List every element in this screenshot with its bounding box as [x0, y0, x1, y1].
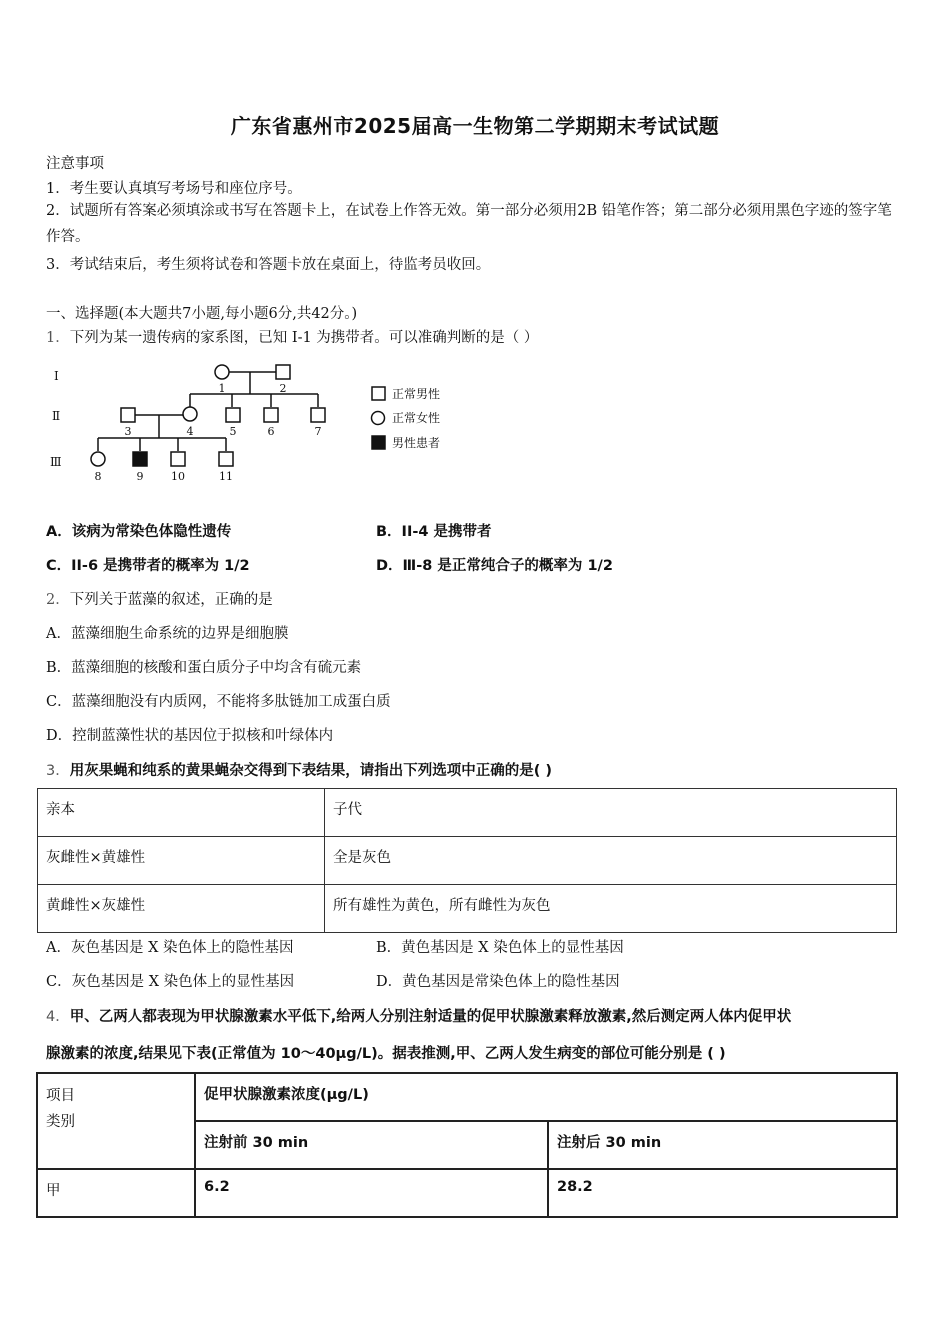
corner-top: 项目 [46, 1088, 75, 1104]
generation-label-3: Ⅲ [50, 455, 62, 469]
pedigree-label-10: 10 [171, 470, 185, 483]
pedigree-chart [46, 358, 466, 488]
q2-option-a-text: A．蓝藻细胞生命系统的边界是细胞膜 [46, 626, 289, 642]
pedigree-male-3 [121, 408, 135, 422]
pedigree-label-2: 2 [279, 382, 287, 395]
table-cell: 全是灰色 [325, 837, 897, 885]
legend-affected-male-icon [372, 436, 385, 449]
table-cell: 所有雄性为黄色，所有雌性为灰色 [325, 885, 897, 933]
table-cell: 6.2 [195, 1169, 548, 1217]
q1-option-d[interactable]: D．Ⅲ-8 是正常纯合子的概率为 1/2 [376, 558, 613, 574]
pedigree-label-6: 6 [267, 425, 275, 438]
notice-heading: 注意事项 [46, 156, 104, 172]
table-row [38, 885, 897, 933]
question-4-line-2: 腺激素的浓度,结果见下表(正常值为 10～40μg/L)。据表推测,甲、乙两人发生病变的部位可能分别是 ( ) [46, 1046, 726, 1062]
q2-option-b[interactable] [46, 656, 361, 677]
question-stem: 甲、乙两人都表现为甲状腺激素水平低下,给两人分别注射适量的促甲状腺激素释放激素,然后测定两人体内促甲状 [69, 1009, 792, 1025]
question-1 [46, 326, 538, 347]
q2-option-d[interactable] [46, 724, 333, 745]
question-number: 1． [46, 330, 70, 346]
pedigree-male-7 [311, 408, 325, 422]
table-header-row [37, 1073, 897, 1121]
question-number: 3． [46, 763, 70, 779]
table-header-row [38, 789, 897, 837]
pedigree-label-7: 7 [314, 425, 322, 438]
pedigree-male-10 [171, 452, 185, 466]
table-subheader-cell: 注射后 30 min [548, 1121, 897, 1169]
table-cell: 灰雌性×黄雄性 [38, 837, 325, 885]
pedigree-male-5 [226, 408, 240, 422]
pedigree-male-6 [264, 408, 278, 422]
pedigree-label-8: 8 [94, 470, 102, 483]
q2-option-d-text: D．控制蓝藻性状的基因位于拟核和叶绿体内 [46, 728, 334, 744]
pedigree-label-1: 1 [218, 382, 226, 395]
table-cell: 甲 [37, 1169, 195, 1217]
hormone-table [36, 1072, 898, 1218]
pedigree-label-5: 5 [229, 425, 237, 438]
q3-option-c-text: C．灰色基因是 X 染色体上的显性基因 [46, 974, 295, 990]
table-row [37, 1169, 897, 1217]
table-cell: 黄雌性×灰雄性 [38, 885, 325, 933]
table-header-cell: 促甲状腺激素浓度(μg/L) [195, 1073, 897, 1121]
q1-option-a[interactable]: A．该病为常染色体隐性遗传 [46, 524, 232, 540]
question-number: 4． [46, 1009, 70, 1025]
notice-item-1: 1．考生要认真填写考场号和座位序号。 [46, 181, 302, 197]
question-2 [46, 588, 273, 609]
generation-label-2: Ⅱ [52, 409, 61, 423]
pedigree-female-4 [183, 407, 197, 421]
page-title: 广东省惠州市2025届高一生物第二学期期末考试试题 [230, 114, 720, 138]
pedigree-female-1 [215, 365, 229, 379]
q3-option-a[interactable] [46, 936, 294, 957]
pedigree-affected-male-9 [133, 452, 147, 466]
q3-option-b[interactable] [376, 936, 624, 957]
pedigree-label-4: 4 [186, 425, 194, 438]
table-corner-cell [37, 1073, 195, 1169]
pedigree-label-11: 11 [219, 470, 233, 483]
q1-option-c[interactable]: C．II-6 是携带者的概率为 1/2 [46, 558, 250, 574]
pedigree-male-11 [219, 452, 233, 466]
notice-item-2: 2．试题所有答案必须填涂或书写在答题卡上，在试卷上作答无效。第一部分必须用2B 铅笔作答；第二部分必须用黑色字迹的签字笔作答。 [46, 203, 892, 245]
pedigree-female-8 [91, 452, 105, 466]
q2-option-b-text: B．蓝藻细胞的核酸和蛋白质分子中均含有硫元素 [46, 660, 362, 676]
legend-affected-male: 男性患者 [392, 436, 441, 450]
question-4-line-1 [46, 1005, 791, 1026]
question-3 [46, 759, 552, 780]
table-subheader-cell: 注射前 30 min [195, 1121, 548, 1169]
legend-normal-male: 正常男性 [392, 387, 441, 401]
q2-option-c[interactable] [46, 690, 391, 711]
generation-label-1: Ⅰ [54, 369, 59, 383]
question-stem: 用灰果蝇和纯系的黄果蝇杂交得到下表结果，请指出下列选项中正确的是( ) [69, 763, 553, 779]
q3-option-d-text: D．黄色基因是常染色体上的隐性基因 [376, 974, 620, 990]
q3-option-d[interactable] [376, 970, 620, 991]
cross-result-table [37, 788, 897, 933]
table-header-cell: 子代 [325, 789, 897, 837]
notice-item-3: 3．考试结束后，考生须将试卷和答题卡放在桌面上，待监考员收回。 [46, 257, 491, 273]
legend-male-icon [372, 387, 385, 400]
table-cell: 28.2 [548, 1169, 897, 1217]
table-row [38, 837, 897, 885]
legend-female-icon [372, 412, 385, 425]
q3-option-a-text: A．灰色基因是 X 染色体上的隐性基因 [46, 940, 294, 956]
legend-normal-female: 正常女性 [392, 411, 441, 425]
question-number: 2． [46, 592, 70, 608]
corner-bottom: 类别 [46, 1114, 75, 1130]
q1-option-b[interactable]: B．II-4 是携带者 [376, 524, 492, 540]
pedigree-male-2 [276, 365, 290, 379]
q2-option-a[interactable] [46, 622, 288, 643]
question-stem: 下列关于蓝藻的叙述，正确的是 [69, 592, 273, 608]
section-heading: 一、选择题(本大题共7小题,每小题6分,共42分。) [46, 306, 358, 322]
pedigree-label-3: 3 [124, 425, 132, 438]
question-stem: 下列为某一遗传病的家系图，已知 I-1 为携带者。可以准确判断的是（ ） [69, 330, 539, 346]
q3-option-b-text: B．黄色基因是 X 染色体上的显性基因 [376, 940, 624, 956]
pedigree-label-9: 9 [136, 470, 144, 483]
q3-option-c[interactable] [46, 970, 294, 991]
table-header-cell: 亲本 [38, 789, 325, 837]
q2-option-c-text: C．蓝藻细胞没有内质网，不能将多肽链加工成蛋白质 [46, 694, 391, 710]
